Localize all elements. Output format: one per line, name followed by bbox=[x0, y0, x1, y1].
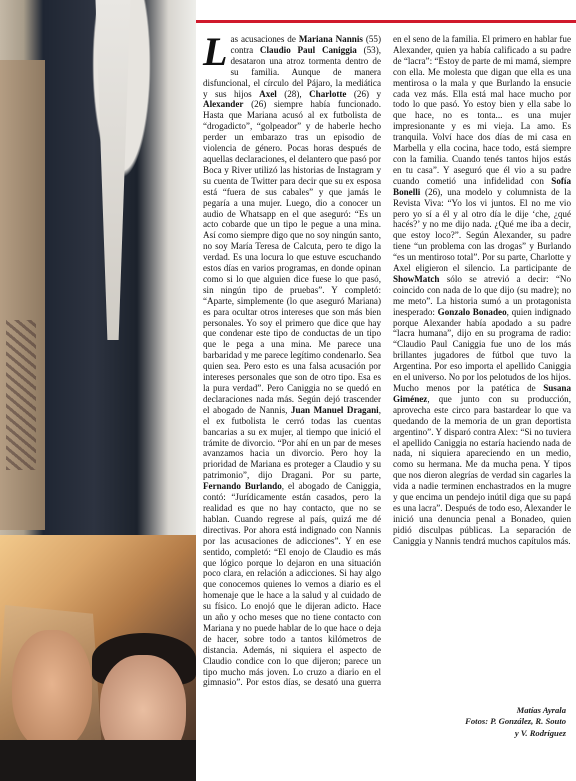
drop-cap: L bbox=[203, 29, 228, 74]
name-highlight: Susana Giménez bbox=[393, 383, 571, 404]
name-highlight: Axel bbox=[259, 88, 277, 99]
name-highlight: Fernando Burlando bbox=[203, 481, 282, 492]
photo-jacket bbox=[0, 740, 196, 781]
name-highlight: Claudio Paul Caniggia bbox=[259, 44, 357, 55]
name-highlight: Mariana Nannis bbox=[298, 34, 363, 44]
body-text: , el abogado de Caniggia, contó: “Jurídicamente están casados, pero la realidad es que no hay contacto, que no se hablan. Cuando regrese al país, quizá me dé directivas. Por ahora está indignado con Nannis por las acusaciones de adicciones”. Y en ese sentido, completó: “El enojo de Claudio es más que lógico porque lo dejaron en una situación poco clara, en relación a adicciones. Si hay algo que conocemos quienes lo vemos a diario es el homenaje que le hace a la salud y al cuidado de su físico. Lo enojó que le dijeran adicto. Hace un año y ocho meses que no tiene contacto con Mariana y no puede hablar de lo que hace o deja de hacer, sobre todo a tantos kilómetros de distancia. Además, ni siquiera el aspecto de Claudio condice con lo que dijeron; parece un tipo mucho más joven. Lo cruzo a diario en el gimnasio”. Por estos días, se desató una guerra en el seno de la familia. El primero en hablar fue Alexander, quien ya había calificado a su padre de “lacra”: “Estoy de parte de mi mamá, siempre con ella. Me molesta que digan que ella es una mentirosa o la mala y que Burlando la ensucie cada vez más. Ella está mal hace mucho por todo lo que pasó. Yo estoy bien y ella sabe lo que hace, no es tonta... es una mujer impresionante y es mi vieja. La amo. Es tranquila. Volví hace dos días de mi casa en Marbella y ella cocina, hace todo, está siempre con la familia. Cuando tenés tantos hijos estás en tu casa”. Y aseguró que él vio a su padre cuando cometió una infidelidad con bbox=[203, 34, 572, 688]
body-text: , que junto con su producción, aprovecha este circo para bastardear lo que va quedando de la memoria de un gran deportista argentino”. Y disparó contra Alex: “Si no tuviera el apellido Caniggia no estaría haciendo nada de nada, ni siquiera apareciendo en un medio, como su hermana. Me da mucha pena. Y tipos que nos dieron alegrías de verdad sin cagarles la vida a nadie terminen enchastrados en la mugre y que encima un pendejo inútil diga que su papá es una lacra”. Después de todo eso, Alexander le inició una denuncia penal a Bonadeo, quien pidió disculpas públicas. La separación de Caniggia y Nannis tendrá muchos capítulos más. bbox=[393, 393, 571, 546]
body-text: (28), bbox=[276, 88, 310, 99]
photo-credit-line-1: Fotos: P. González, R. Souto bbox=[465, 716, 566, 727]
photo-tattoo bbox=[6, 320, 36, 470]
name-highlight: Gonzalo Bonadeo bbox=[437, 306, 507, 317]
author-credit: Matías Ayrala bbox=[516, 705, 566, 715]
name-highlight: Alexander bbox=[203, 99, 244, 110]
article-paragraph bbox=[203, 29, 572, 694]
photo-shirt bbox=[78, 0, 148, 340]
body-text: , el ex futbolista le cerró todas las cuentas bancarias a su ex mujer, al tiempo que inició el trámite de divorcio. “Por ahí en un par de meses avanzamos hacia un divorcio. Pero hoy la prioridad de Mariana es proteger a Claudio y su patrimonio”, dijo Dragani. Por su parte, bbox=[203, 404, 381, 481]
name-highlight: ShowMatch bbox=[393, 273, 440, 284]
photo-selfie-two-men bbox=[0, 535, 196, 781]
body-text: (53), desataron una atroz tormenta dentro de su familia. Aunque de manera disfuncional, el círculo del Pájaro, la mediática y sus hijos bbox=[203, 44, 381, 99]
name-highlight: Charlotte bbox=[309, 88, 347, 99]
photo-face-left bbox=[12, 630, 92, 750]
body-text: as acusaciones de bbox=[230, 34, 299, 44]
name-highlight: Sofía Bonelli bbox=[393, 175, 571, 197]
name-highlight: Juan Manuel Dragani bbox=[290, 404, 379, 415]
body-text: (26) siempre había funcionado. Hasta que Mariana acusó al ex futbolista de “drogadicto”, “golpeador” y de haberle hecho perder un embarazo tras un episodio de violencia de género. Pocas horas después de aquellas declaraciones, el delantero que pasó por Boca y River utilizó las historias de Instagram y su cuenta de Twitter para decir que su ex esposa está “fuera de sus cabales” y que jamás le pegaría a una mujer. Luego, dio a conocer un audio de Whatsapp en el que aseguró: “Es un acto cobarde que un tipo le pegue a una mina. Así como siempre digo que no soy ningún santo, no soy María Teresa de Calcuta, pero te digo la verdad. Es una locura lo que estuve escuchando estos días en varios programas, en donde opinan como si lo que alguien dice fuese lo que pasó, sin ningún tipo de pruebas”. Y completó: “Aparte, simplemente (lo que aseguró Mariana) es para ocultar otros intereses que son más bien personales. Yo soy el primero que dice que hay que condenar este tipo de conductas de un tipo que le pega a una mina. Me parece una barbaridad y me parece legítimo condenarlo. Sea quien sea. Pero esto es una falsa acusación por intereses personales que son de otro tipo. Esa es la pura verdad”. Pero Caniggia no se quedó en declaraciones nada más. Según dejó trascender el abogado de Nannis, bbox=[203, 99, 382, 415]
article-body bbox=[203, 29, 572, 694]
article-credits bbox=[366, 705, 566, 739]
photo-man-in-suit bbox=[0, 0, 196, 535]
body-text: sólo se atrevió a decir: “No coincido con nada de lo que dijo (su madre); no me meto”. La historia sumó a un protagonista inesperado: bbox=[393, 273, 571, 317]
body-text: (26), una modelo y columnista de la Revista Viva: “Yo los vi juntos. El no me vio pero yo sí a él y al otro día le dije ‘che, ¿qué hacés?’ y no me dijo nada. ¿Qué me iba a decir, que estoy loco?”. Según Alexander, su padre tiene “un problema con las drogas” y Burlando “es un mentiroso total”. Por su parte, Charlotte y Axel eligieron el silencio. La participante de bbox=[393, 186, 571, 274]
header-red-rule bbox=[196, 20, 576, 23]
photo-credit-line-2: y V. Rodríguez bbox=[514, 727, 566, 738]
body-text: , quien indignado porque Alexander había apodado a su padre “lacra humana”, dijo en su programa de radio: “Claudio Paul Caniggia fue uno de los más brillantes jugadores de fútbol que tuvo la Argentina. Por eso importa el apellido Caniggia en el universo. No por los pelotudos de los hijos. Mucho menos por la patética de bbox=[393, 306, 571, 393]
body-text: (55) contra bbox=[230, 34, 381, 55]
body-text: (26) y bbox=[346, 88, 381, 99]
